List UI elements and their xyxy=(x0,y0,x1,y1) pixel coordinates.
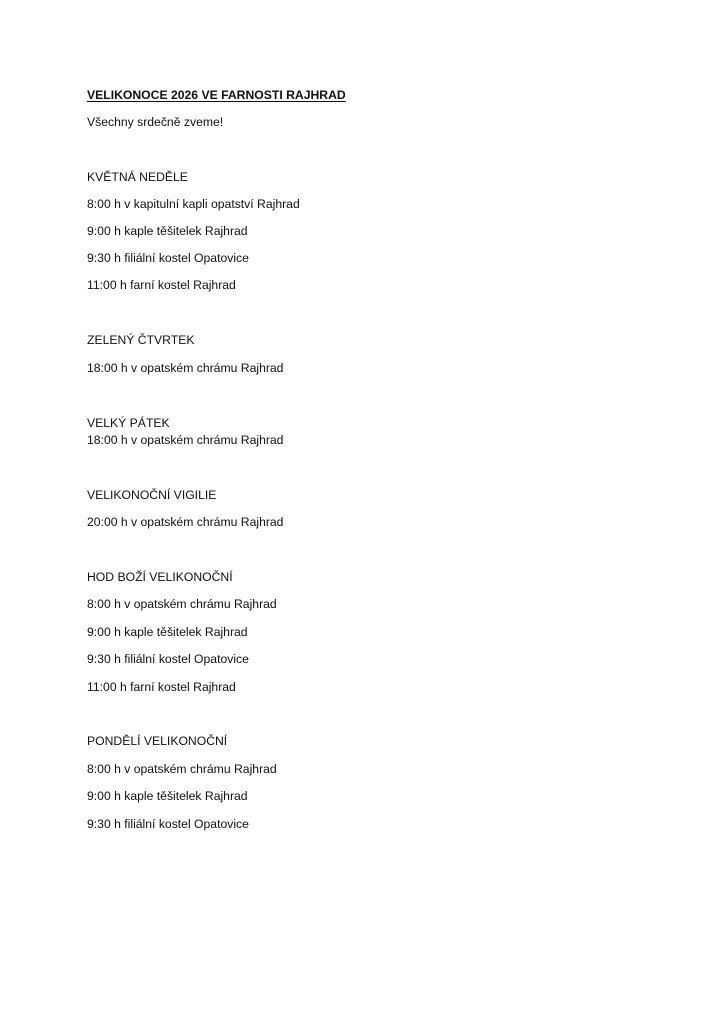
schedule-entry: 11:00 h farní kostel Rajhrad xyxy=(87,680,236,694)
schedule-entry: 9:30 h filiální kostel Opatovice xyxy=(87,251,249,265)
schedule-entry: 9:00 h kaple těšitelek Rajhrad xyxy=(87,224,248,238)
schedule-entry: 8:00 h v kapitulní kapli opatství Rajhrad xyxy=(87,197,300,211)
schedule-entry: 18:00 h v opatském chrámu Rajhrad xyxy=(87,433,284,447)
schedule-entry: 9:30 h filiální kostel Opatovice xyxy=(87,817,249,831)
section-heading-maundy-thursday: ZELENÝ ČTVRTEK xyxy=(87,333,195,347)
schedule-entry: 8:00 h v opatském chrámu Rajhrad xyxy=(87,597,277,611)
section-heading-easter-vigil: VELIKONOČNÍ VIGILIE xyxy=(87,488,217,502)
section-heading-easter-monday: PONDĚLÍ VELIKONOČNÍ xyxy=(87,734,228,748)
section-heading-palm-sunday: KVĚTNÁ NEDĚLE xyxy=(87,170,188,184)
schedule-entry: 9:00 h kaple těšitelek Rajhrad xyxy=(87,625,248,639)
schedule-entry: 9:30 h filiální kostel Opatovice xyxy=(87,652,249,666)
schedule-entry: 9:00 h kaple těšitelek Rajhrad xyxy=(87,789,248,803)
section-heading-good-friday: VELKÝ PÁTEK xyxy=(87,416,170,430)
document-title: VELIKONOCE 2026 VE FARNOSTI RAJHRAD xyxy=(87,88,346,102)
schedule-entry: 18:00 h v opatském chrámu Rajhrad xyxy=(87,361,284,375)
section-heading-easter-sunday: HOD BOŽÍ VELIKONOČNÍ xyxy=(87,570,233,584)
schedule-entry: 20:00 h v opatském chrámu Rajhrad xyxy=(87,515,284,529)
schedule-entry: 8:00 h v opatském chrámu Rajhrad xyxy=(87,762,277,776)
greeting-text: Všechny srdečně zveme! xyxy=(87,115,224,129)
schedule-entry: 11:00 h farní kostel Rajhrad xyxy=(87,278,236,292)
